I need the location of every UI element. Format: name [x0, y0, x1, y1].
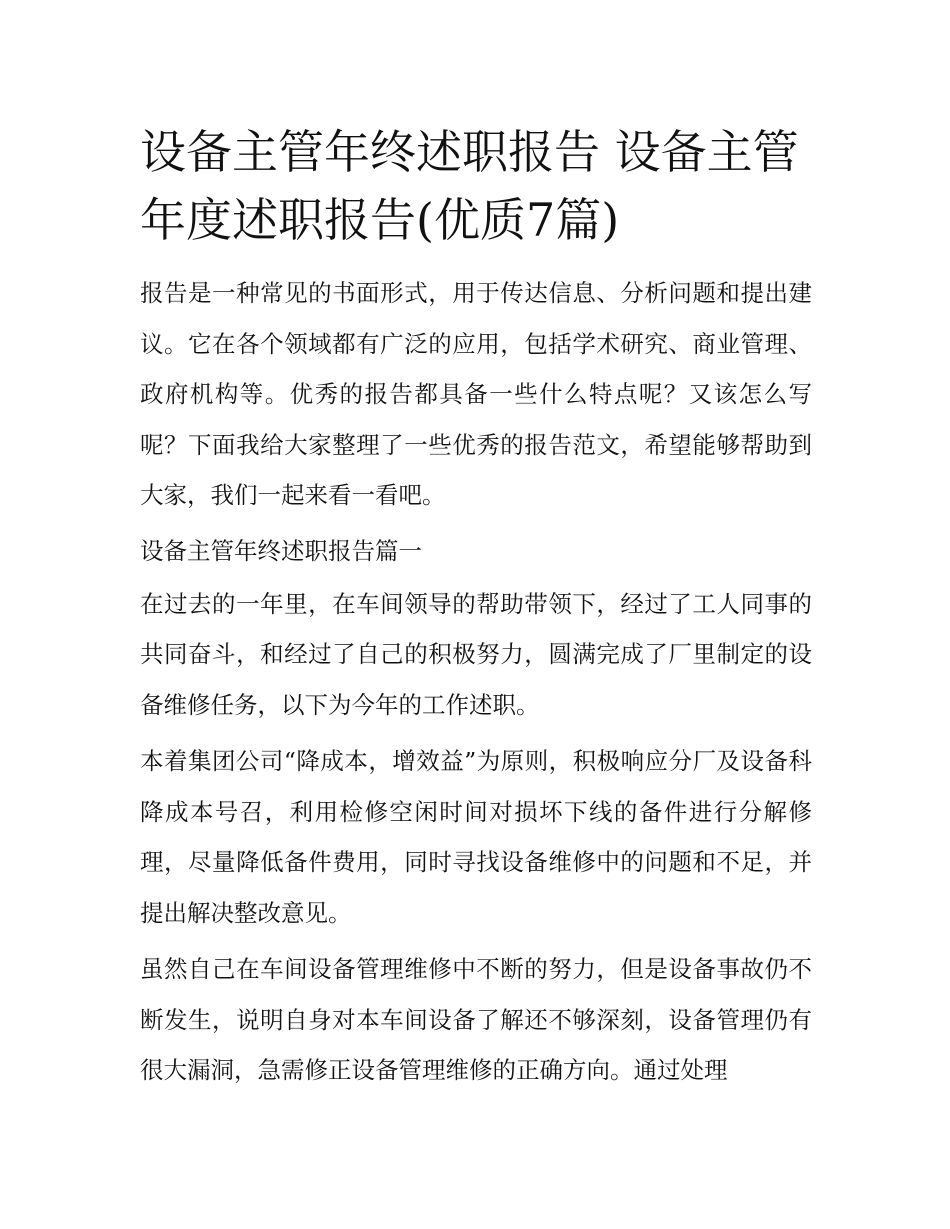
body-paragraph-2: 本着集团公司“降成本，增效益”为原则，积极响应分厂及设备科降成本号召，利用检修空闲时间对损坏下线的备件进行分解修理，尽量降低备件费用，同时寻找设备维修中的问题和不足，并提出解决整改意见。: [140, 747, 812, 927]
intro-paragraph: 报告是一种常见的书面形式，用于传达信息、分析问题和提出建议。它在各个领域都有广泛的应用，包括学术研究、商业管理、政府机构等。优秀的报告都具备一些什么特点呢？又该怎么写呢？下面我给大家整理了一些优秀的报告范文，希望能够帮助到大家，我们一起来看一看吧。: [140, 279, 812, 509]
section-heading: 设备主管年终述职报告篇一: [140, 536, 422, 565]
body-paragraph-3: 虽然自己在车间设备管理维修中不断的努力，但是设备事故仍不断发生，说明自身对本车间设备了解还不够深刻，设备管理仍有很大漏洞，急需修正设备管理维修的正确方向。通过处理: [140, 955, 812, 1084]
document-title: 设备主管年终述职报告 设备主管年度述职报告(优质7篇): [140, 125, 799, 247]
document-body: [140, 118, 812, 1102]
body-paragraph-1: 在过去的一年里，在车间领导的帮助带领下，经过了工人同事的共同奋斗，和经过了自己的积极努力，圆满完成了厂里制定的设备维修任务，以下为今年的工作述职。: [140, 589, 812, 719]
